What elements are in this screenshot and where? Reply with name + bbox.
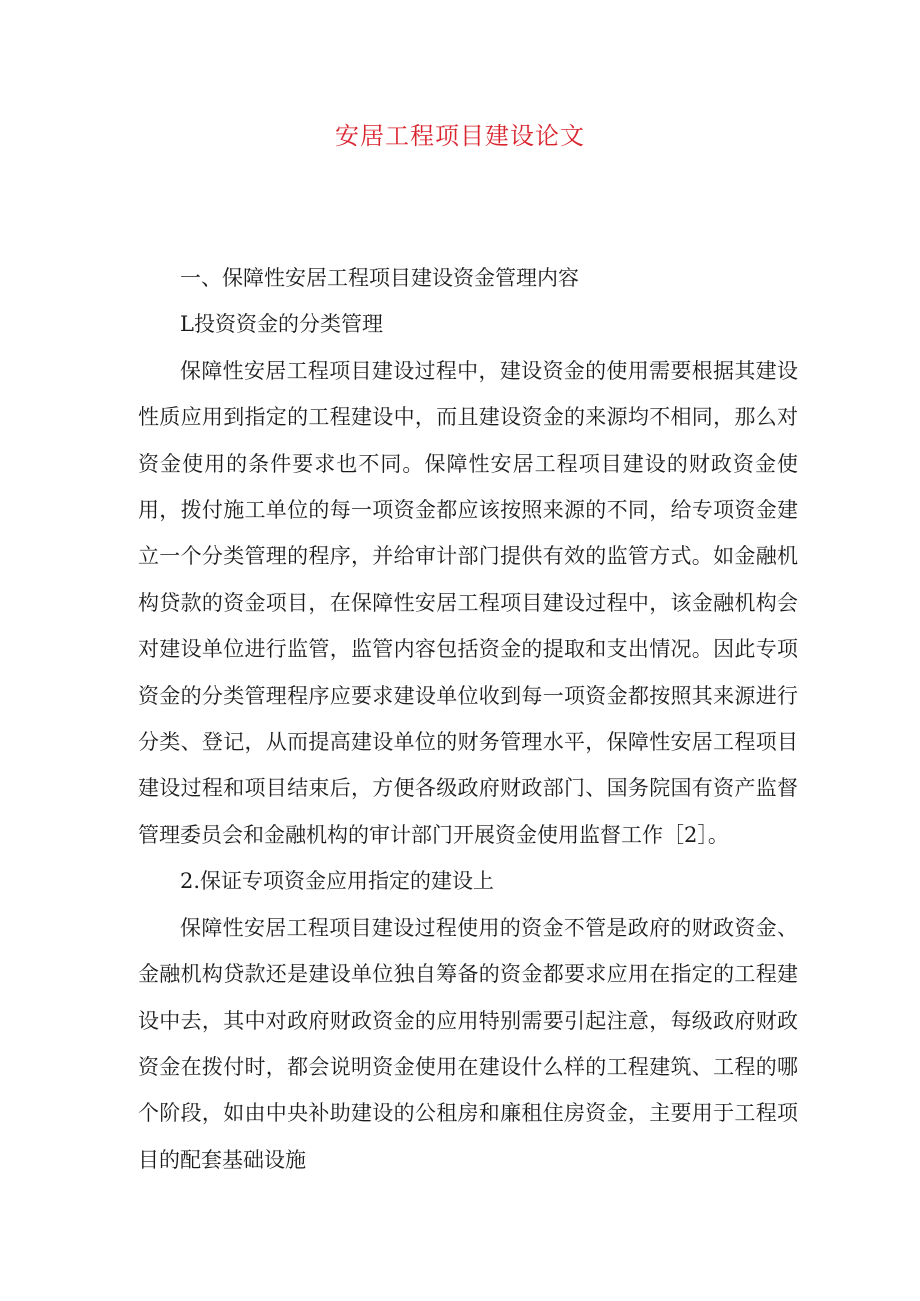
subsection-heading: 2.保证专项资金应用指定的建设上	[180, 869, 495, 894]
document-title: 安居工程项目建设论文	[335, 122, 585, 150]
body-paragraph: 保障性安居工程项目建设过程使用的资金不管是政府的财政资金、金融机构贷款还是建设单位独自筹备的资金都要求应用在指定的工程建设中去，其中对政府财政资金的应用特别需要引起注意，每级政府财政资金在拨付时，都会说明资金使用在建设什么样的工程建筑、工程的哪个阶段，如由中央补助建设的公租房和廉租住房资金，主要用于工程项目的配套基础设施	[138, 915, 798, 1172]
subsection-heading: L投资资金的分类管理	[180, 312, 383, 337]
body-paragraph: 保障性安居工程项目建设过程中，建设资金的使用需要根据其建设性质应用到指定的工程建设中，而且建设资金的来源均不相同，那么对资金使用的条件要求也不同。保障性安居工程项目建设的财政资金使用，拨付施工单位的每一项资金都应该按照来源的不同，给专项资金建立一个分类管理的程序，并给审计部门提供有效的监管方式。如金融机构贷款的资金项目，在保障性安居工程项目建设过程中，该金融机构会对建设单位进行监管，监管内容包括资金的提取和支出情况。因此专项资金的分类管理程序应要求建设单位收到每一项资金都按照其来源进行分类、登记，从而提高建设单位的财务管理水平，保障性安居工程项目建设过程和项目结束后，方便各级政府财政部门、国务院国有资产监督管理委员会和金融机构的审计部门开展资金使用监督工作［2］。	[138, 358, 798, 847]
document-body	[138, 255, 798, 1183]
section-heading: 一、保障性安居工程项目建设资金管理内容	[180, 266, 579, 290]
